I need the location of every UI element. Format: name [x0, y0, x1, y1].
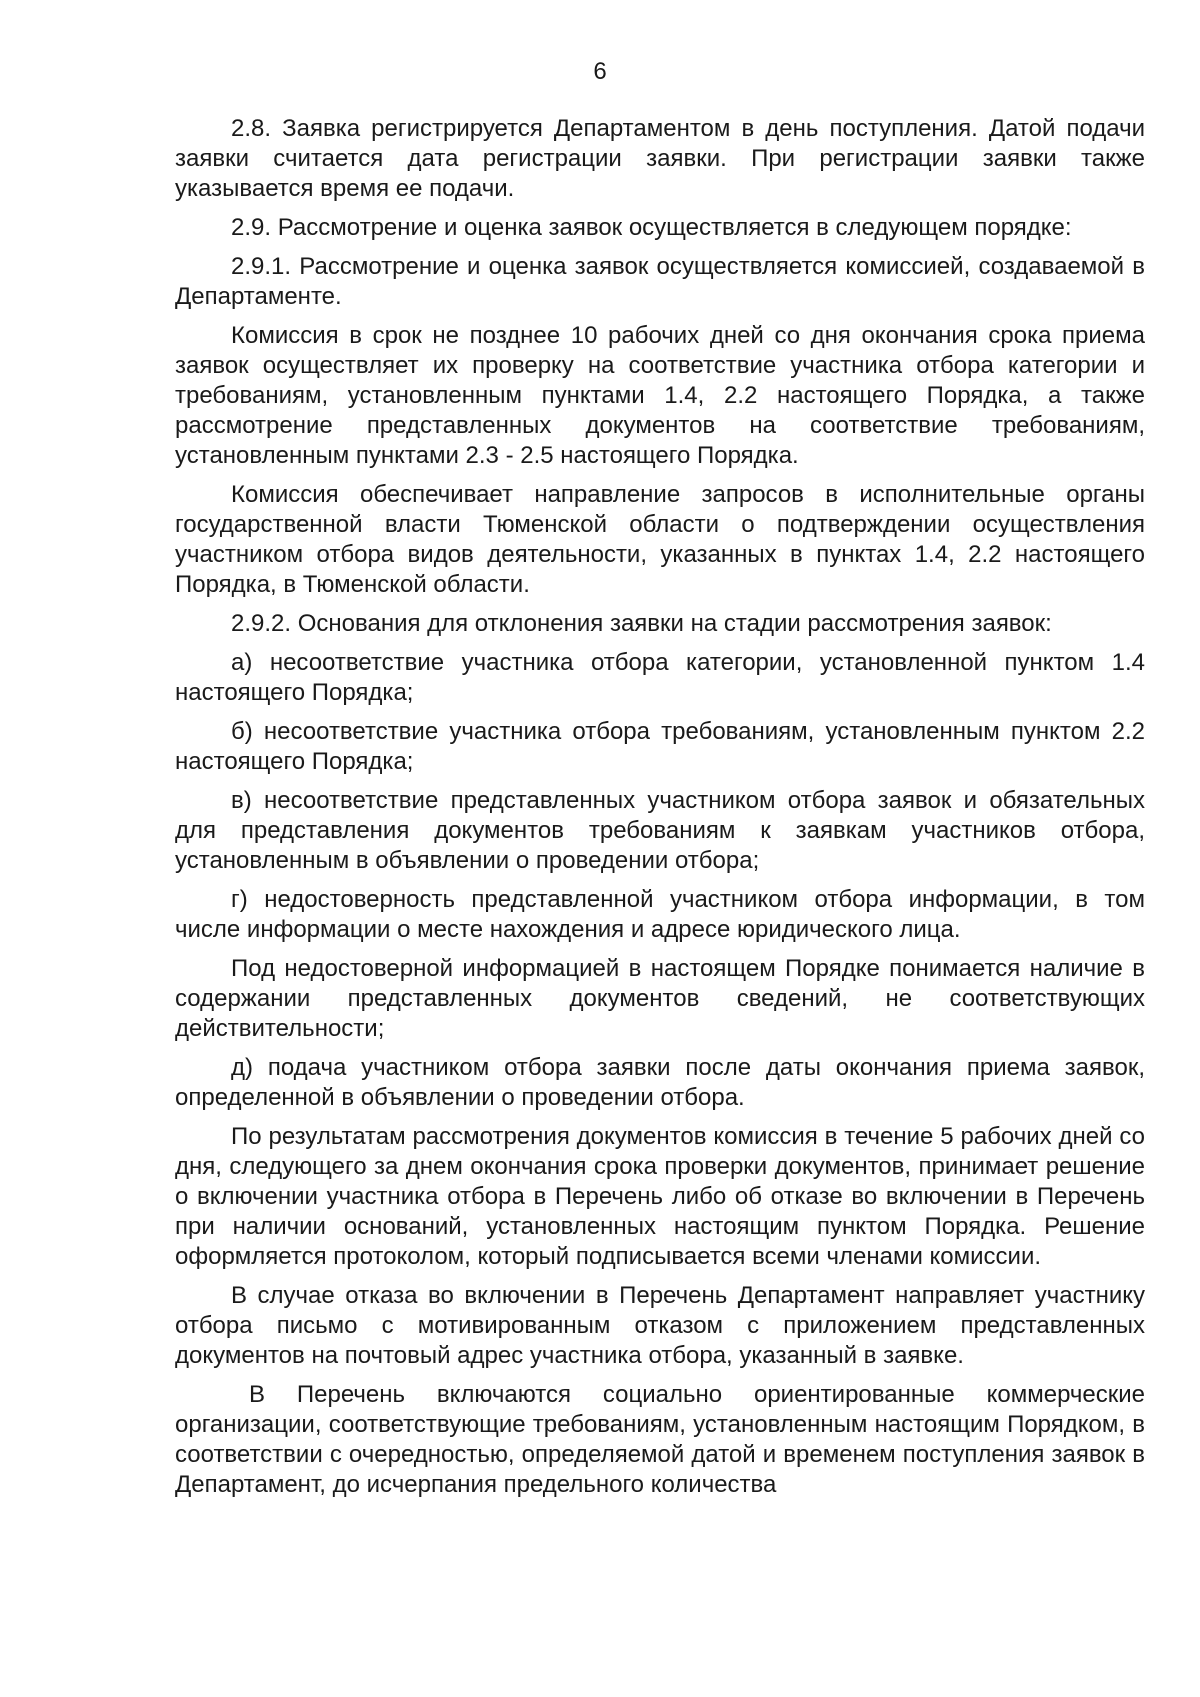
list-item-v: в) несоответствие представленных участником отбора заявок и обязательных для представления документов требованиям к заявкам участников отбора, установленным в объявлении о проведении отбора;	[175, 787, 1145, 874]
paragraph-2-9: 2.9. Рассмотрение и оценка заявок осуществляется в следующем порядке:	[231, 214, 1072, 241]
list-item-b: б) несоответствие участника отбора требованиям, установленным пунктом 2.2 настоящего Порядка;	[175, 718, 1145, 775]
list-item-a: а) несоответствие участника отбора категории, установленной пунктом 1.4 настоящего Порядка;	[175, 649, 1145, 706]
paragraph-commission-review: Комиссия в срок не позднее 10 рабочих дней со дня окончания срока приема заявок осуществляет их проверку на соответствие участника отбора категории и требованиям, установленным пунктами 1.4, 2.2 настоящего Порядка, а также рассмотрение представленных документов на соответствие требованиям, установленным пунктами 2.3 - 2.5 настоящего Порядка.	[175, 322, 1145, 469]
paragraph-list-inclusion: В Перечень включаются социально ориентированные коммерческие организации, соответствующие требованиям, установленным настоящим Порядком, в соответствии с очередностью, определяемой датой и временем поступления заявок в Департамент, до исчерпания предельного количества	[175, 1381, 1145, 1498]
paragraph-review-results: По результатам рассмотрения документов комиссия в течение 5 рабочих дней со дня, следующего за днем окончания срока проверки документов, принимает решение о включении участника отбора в Перечень либо об отказе во включении в Перечень при наличии оснований, установленных настоящим пунктом Порядка. Решение оформляется протоколом, который подписывается всеми членами комиссии.	[175, 1123, 1145, 1270]
paragraph-commission-requests: Комиссия обеспечивает направление запросов в исполнительные органы государственной власти Тюменской области о подтверждении осуществления участником отбора видов деятельности, указанных в пунктах 1.4, 2.2 настоящего Порядка, в Тюменской области.	[175, 481, 1145, 598]
paragraph-2-8: 2.8. Заявка регистрируется Департаментом в день поступления. Датой подачи заявки считается дата регистрации заявки. При регистрации заявки также указывается время ее подачи.	[175, 115, 1145, 202]
document-body	[175, 114, 1145, 1509]
paragraph-2-9-1: 2.9.1. Рассмотрение и оценка заявок осуществляется комиссией, создаваемой в Департаменте.	[175, 253, 1145, 310]
paragraph-2-9-2: 2.9.2. Основания для отклонения заявки на стадии рассмотрения заявок:	[231, 610, 1052, 637]
list-item-d: д) подача участником отбора заявки после даты окончания приема заявок, определенной в объявлении о проведении отбора.	[175, 1054, 1145, 1111]
paragraph-refusal-notice: В случае отказа во включении в Перечень Департамент направляет участнику отбора письмо с мотивированным отказом с приложением представленных документов на почтовый адрес участника отбора, указанный в заявке.	[175, 1282, 1145, 1369]
list-item-g: г) недостоверность представленной участником отбора информации, в том числе информации о месте нахождения и адресе юридического лица.	[175, 886, 1145, 943]
page-number: 6	[593, 58, 607, 85]
paragraph-false-info-definition: Под недостоверной информацией в настоящем Порядке понимается наличие в содержании представленных документов сведений, не соответствующих действительности;	[175, 955, 1145, 1042]
